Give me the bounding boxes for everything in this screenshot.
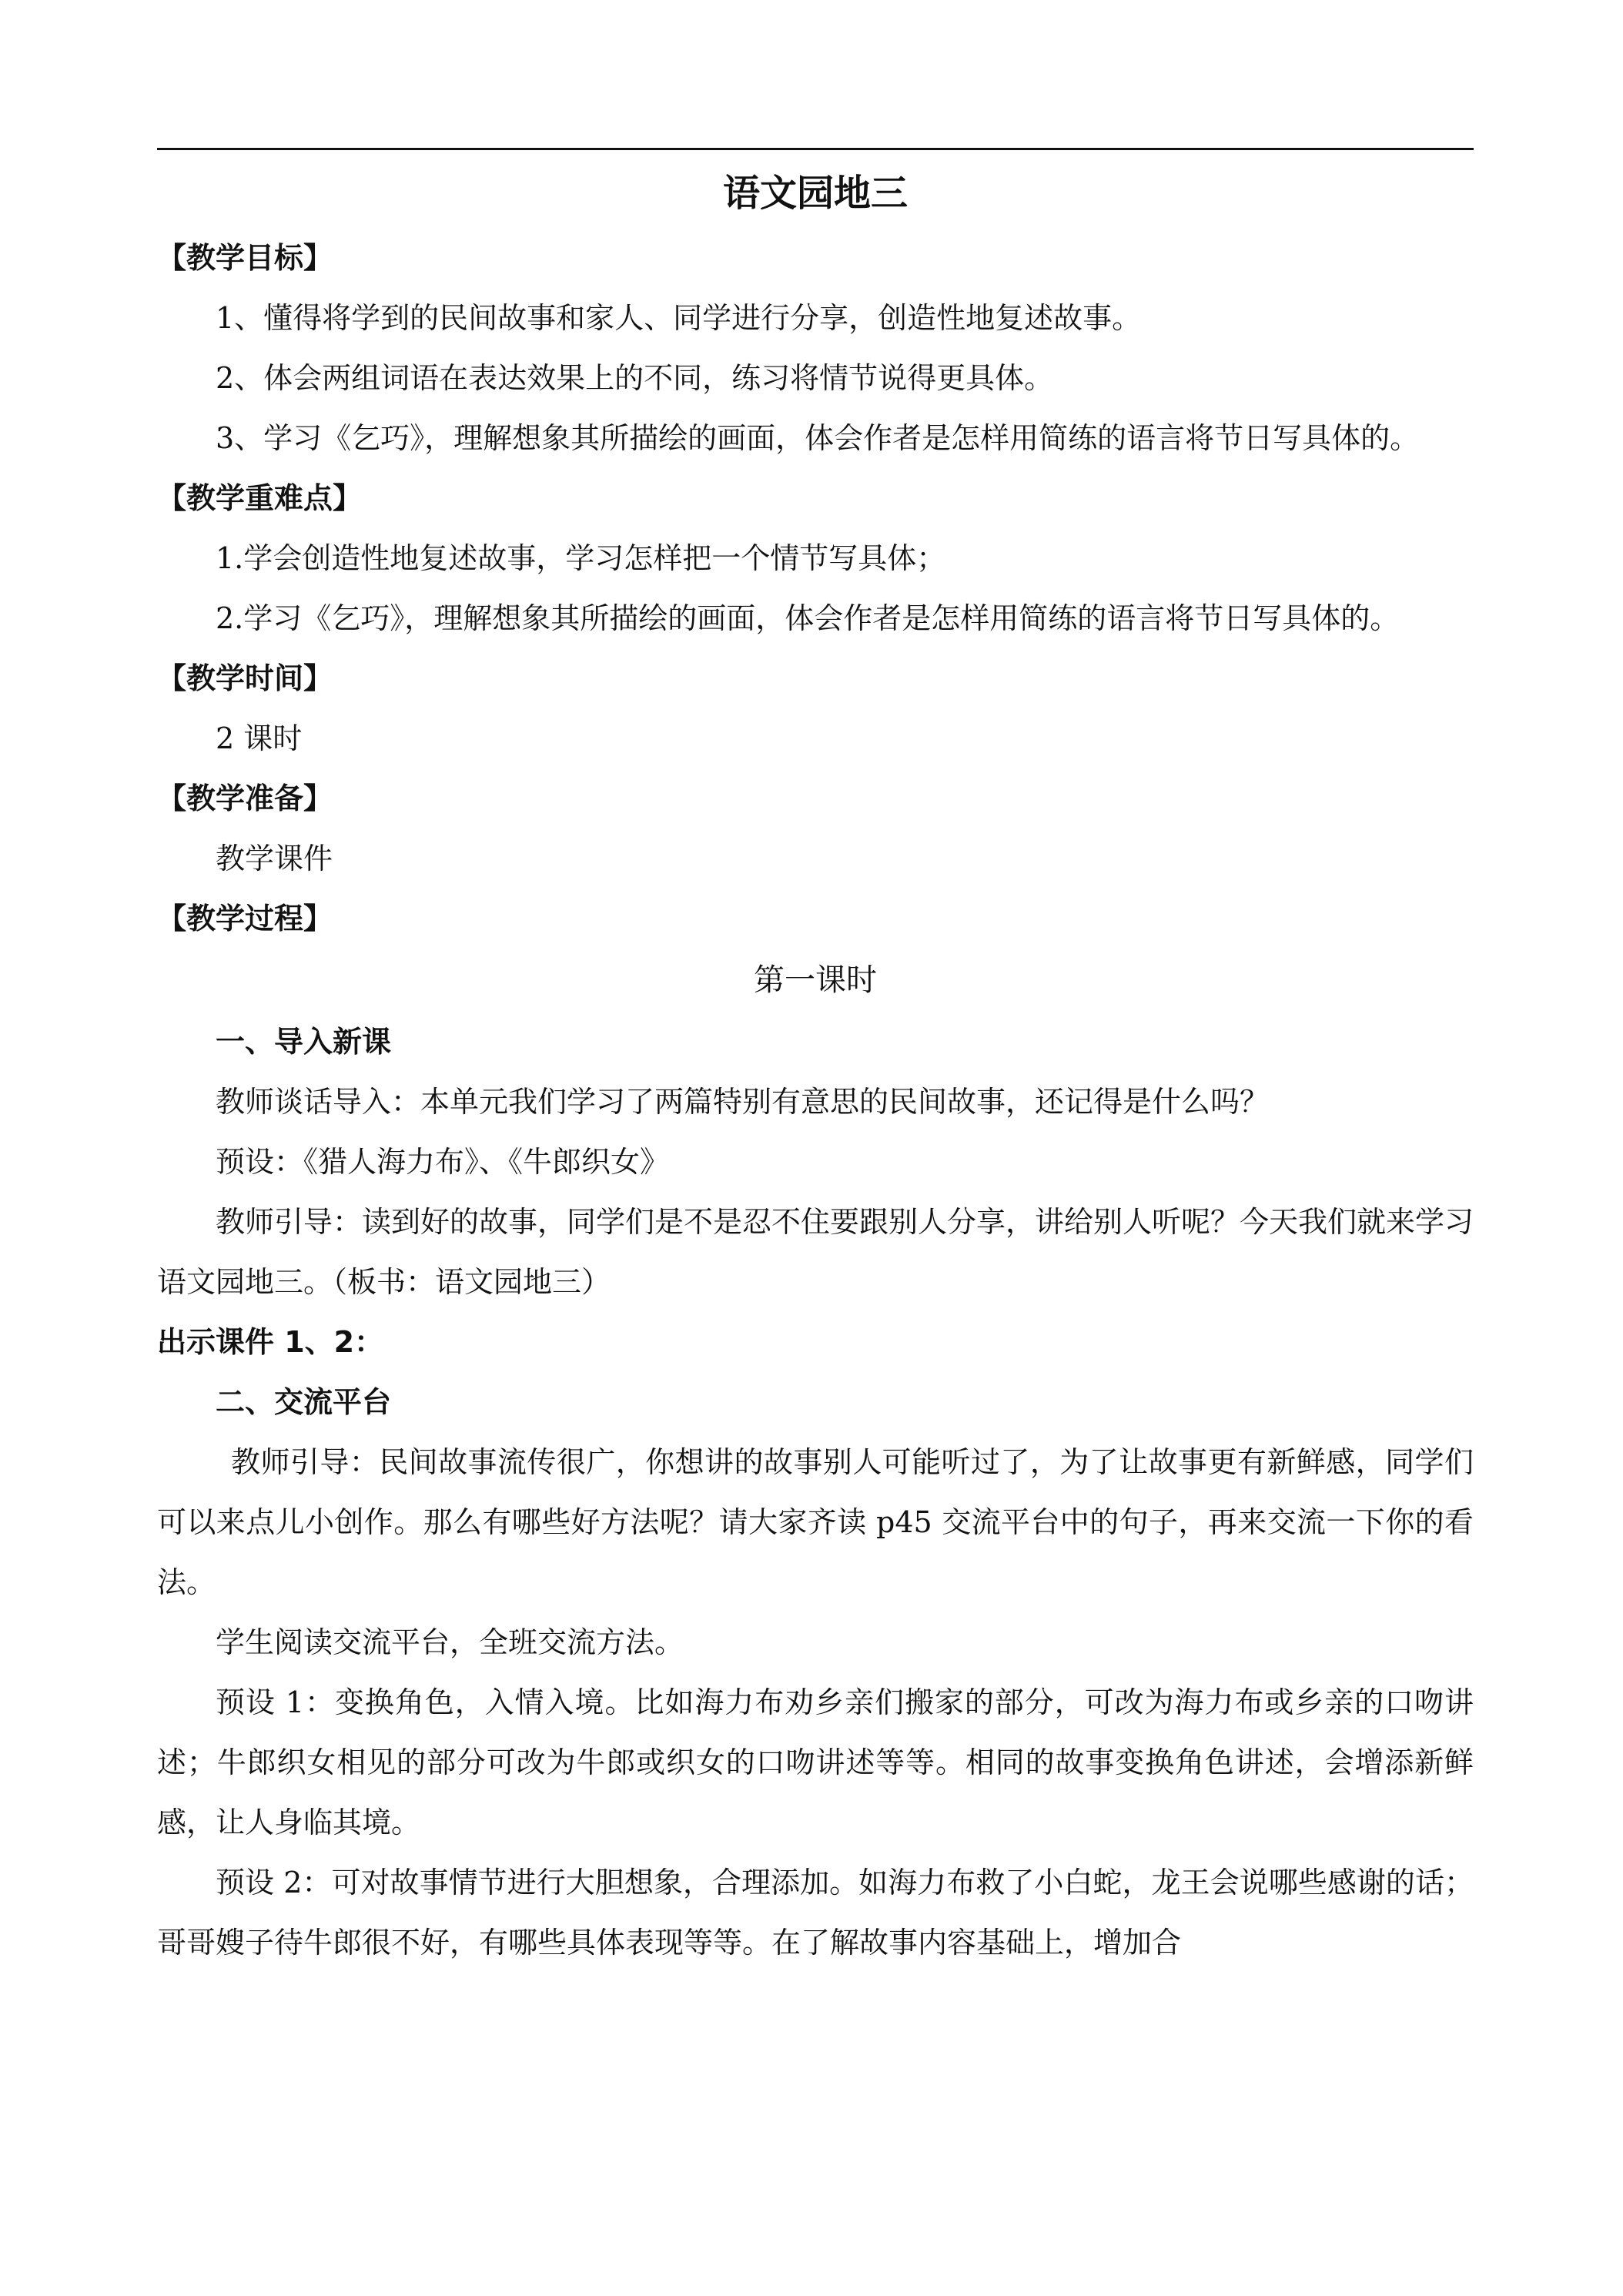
time-heading: 【教学时间】 [157, 661, 333, 695]
objectives-heading: 【教学目标】 [157, 241, 333, 275]
header-rule [157, 148, 1474, 150]
key-point-item: 2.学习《乞巧》，理解想象其所描绘的画面，体会作者是怎样用简练的语言将节日写具体的。 [216, 601, 1400, 635]
objective-item: 3、学习《乞巧》，理解想象其所描绘的画面，体会作者是怎样用简练的语言将节日写具体的。 [216, 421, 1420, 455]
preparation-text: 教学课件 [216, 842, 333, 875]
document-title: 语文园地三 [722, 172, 908, 215]
part2-heading: 二、交流平台 [216, 1385, 392, 1419]
part1-paragraph: 教师谈话导入：本单元我们学习了两篇特别有意思的民间故事，还记得是什么吗？ [216, 1085, 1270, 1119]
courseware-note: 出示课件 1、2： [157, 1325, 384, 1359]
part2-paragraph: 学生阅读交流平台，全班交流方法。 [216, 1625, 684, 1659]
key-points-heading: 【教学重难点】 [157, 481, 363, 515]
process-heading: 【教学过程】 [157, 902, 333, 935]
part2-paragraph: 预设 2：可对故事情节进行大胆想象，合理添加。如海力布救了小白蛇，龙王会说哪些感谢的话；哥哥嫂子待牛郎很不好，有哪些具体表现等等。在了解故事内容基础上，增加合 [157, 1866, 1474, 1960]
part1-paragraph: 教师引导：读到好的故事，同学们是不是忍不住要跟别人分享，讲给别人听呢？今天我们就来学习语文园地三。（板书：语文园地三） [157, 1205, 1474, 1299]
objective-item: 2、体会两组词语在表达效果上的不同，练习将情节说得更具体。 [216, 361, 1054, 395]
part2-paragraph: 教师引导：民间故事流传很广，你想讲的故事别人可能听过了，为了让故事更有新鲜感，同学们可以来点儿小创作。那么有哪些好方法呢？请大家齐读 p45 交流平台中的句子，再来交流一下你的看法。 [157, 1445, 1474, 1599]
document-body [157, 159, 1474, 1973]
part1-paragraph: 预设：《猎人海力布》、《牛郎织女》 [216, 1145, 670, 1179]
objective-item: 1、懂得将学到的民间故事和家人、同学进行分享，创造性地复述故事。 [216, 301, 1142, 335]
part1-heading: 一、导入新课 [216, 1025, 392, 1059]
part2-paragraph: 预设 1：变换角色，入情入境。比如海力布劝乡亲们搬家的部分，可改为海力布或乡亲的口吻讲述；牛郎织女相见的部分可改为牛郎或织女的口吻讲述等等。相同的故事变换角色讲述，会增添新鲜感，让人身临其境。 [157, 1685, 1474, 1839]
lesson-title: 第一课时 [754, 962, 877, 998]
time-text: 2 课时 [216, 721, 303, 755]
key-point-item: 1.学会创造性地复述故事，学习怎样把一个情节写具体； [216, 541, 946, 575]
preparation-heading: 【教学准备】 [157, 782, 333, 815]
